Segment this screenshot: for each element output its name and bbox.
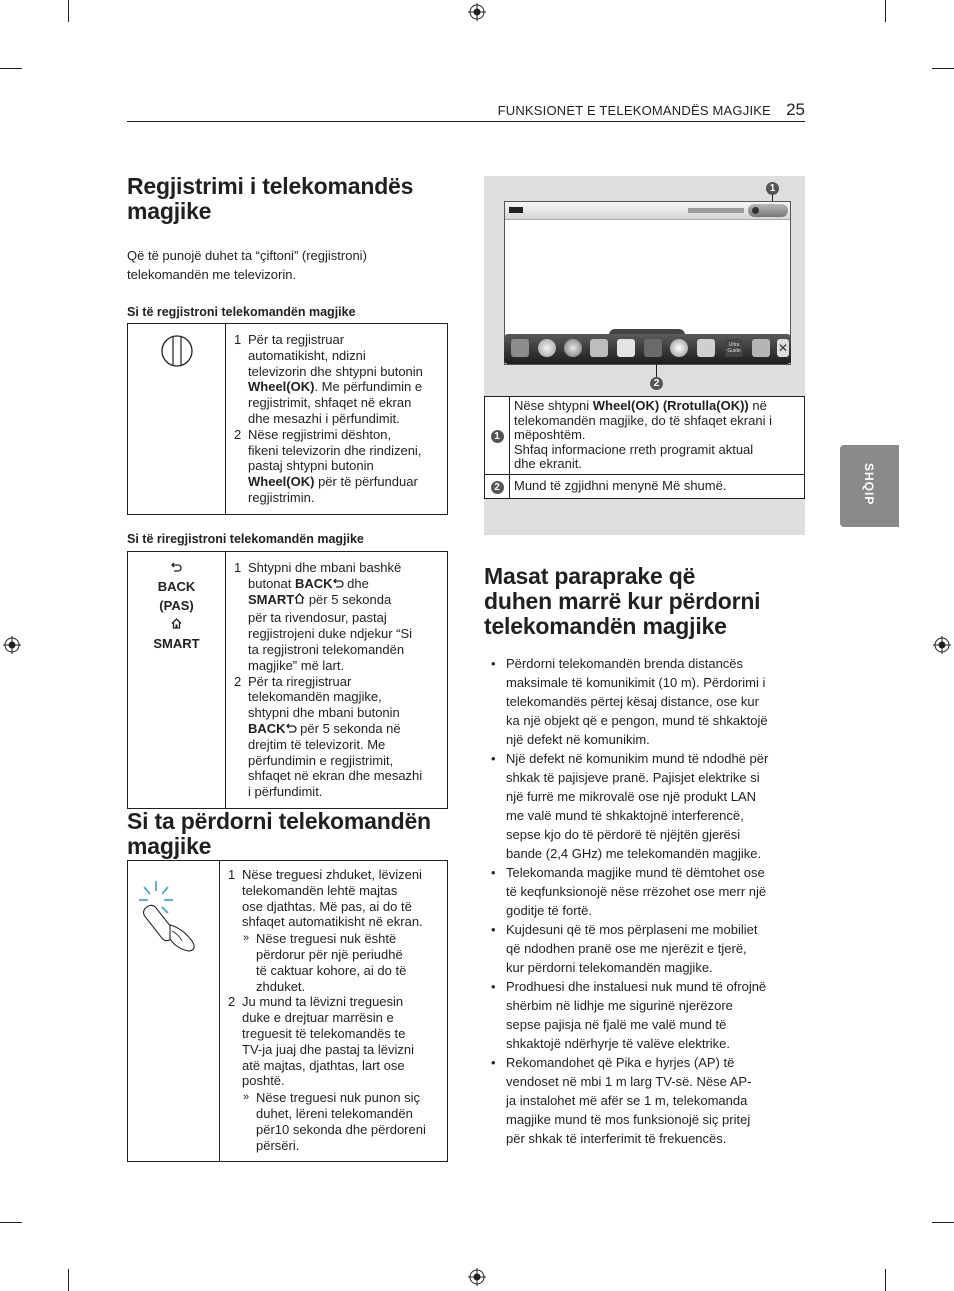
internet-app-icon[interactable] [564, 339, 582, 357]
sub-note: » Nëse treguesi nuk është përdorur për një periudhë të caktuar kohore, ai do të zhduket. [243, 931, 407, 994]
callout-leader-line [656, 364, 657, 378]
crop-mark [885, 1269, 886, 1291]
registration-mark-icon [468, 1268, 486, 1286]
back-icon [171, 562, 182, 572]
home-icon [294, 593, 305, 604]
register-table [127, 323, 448, 515]
legend-text-cell: Mund të zgjidhni menynë Më shumë. [510, 474, 805, 498]
usage-steps-cell [220, 861, 448, 1162]
back-button-label: BACK (PAS) [128, 558, 225, 615]
info-bar [505, 202, 790, 220]
callout-2-badge: 2 [650, 377, 663, 390]
sub-note: » Nëse treguesi nuk punon siç duhet, lëreni telekomandën për10 sekonda dhe përdoreni përsëri. [243, 1090, 426, 1153]
crop-mark [0, 68, 22, 69]
channel-indicator [509, 207, 523, 213]
info-toggle-button[interactable] [748, 204, 788, 217]
wheel-icon-cell [128, 324, 226, 515]
precautions-list [489, 654, 805, 1148]
subheading-register: Si të regjistroni telekomandën magjike [127, 305, 356, 319]
close-dock-icon[interactable]: ✕ [777, 341, 789, 355]
running-header [127, 100, 805, 122]
register-steps [226, 324, 447, 514]
intro-paragraph: Që të punojë duhet ta “çiftoni” (regjistroni) telekomandën me televizorin. [127, 248, 367, 282]
registration-mark-icon [468, 3, 486, 21]
crop-mark [932, 68, 954, 69]
smart-button-label: SMART [128, 615, 225, 653]
reregister-table [127, 551, 448, 809]
input-app-icon[interactable] [511, 339, 529, 357]
legend-number-cell: 2 [485, 474, 510, 498]
screen-legend-table [484, 396, 805, 499]
crop-mark [68, 0, 69, 22]
back-icon [333, 578, 344, 588]
progress-slider [688, 208, 744, 213]
section-title-usage: Si ta përdorni telekomandën magjike [127, 808, 431, 859]
remote-hand-icon [134, 875, 214, 955]
crop-mark [0, 1222, 22, 1223]
step-item: 2 Ju mund ta lëvizni treguesin duke e drejtuar marrësin e treguesit të telekomandës te TV-ja juaj dhe pastaj ta lëvizni atë majtas, djathtas, lart ose poshtë. » Nëse treguesi nuk punon siç duhet, lëreni telekomandën për10 sekonda dhe përdoreni përsëri. [228, 994, 441, 1153]
list-item: • Prodhuesi dhe instaluesi nuk mund të ofrojnë shërbim në lidhje me sigurinë njerëzore sepse pajisja në fjalë me valë mund të shkaktojë ndërhyrje të valëve elektrike. [491, 979, 767, 1051]
crop-mark [885, 0, 886, 22]
list-item: • Përdorni telekomandën brenda distancës maksimale të komunikimit (10 m). Përdorimi i telekomandës përtej kësaj distance, ose kur ka një objekt që e pengon, mund të shkaktojë një defekt në komunikim. [491, 656, 768, 747]
page-number: 25 [786, 100, 805, 119]
header-title: FUNKSIONET E TELEKOMANDËS MAGJIKE [497, 103, 771, 118]
step-item: 1 Shtypni dhe mbani bashkë butonat BACK dhe SMART për 5 sekonda për ta rivendosur, pastaj regjistrojeni duke ndjekur “Si ta regjistroni telekomandën magjike” më lart. [234, 560, 413, 673]
list-item: • Telekomanda magjike mund të dëmtohet ose të keqfunksionojë nëse rrëzohet ose merr një goditje të fortë. [491, 865, 767, 918]
usage-steps [220, 861, 447, 1161]
subheading-reregister: Si të riregjistroni telekomandën magjike [127, 532, 364, 546]
usage-table [127, 860, 448, 1162]
step-item: 1 Nëse treguesi zhduket, lëvizeni telekomandën lehtë majtas ose djathtas. Më pas, ai do të shfaqet automatikisht në ekran. » Nëse treguesi nuk është përdorur për një periudhë të caktuar kohore, ai do të zhduket. [228, 867, 441, 994]
reregister-steps [226, 552, 447, 808]
section-title-register: Regjistrimi i telekomandës magjike [127, 173, 414, 224]
wheel-button-icon [160, 334, 194, 368]
multiview-app-icon[interactable] [697, 339, 715, 357]
back-icon [286, 723, 297, 733]
search-app-icon[interactable] [590, 339, 608, 357]
callout-1-badge: 1 [766, 182, 779, 195]
clock-app-icon[interactable] [670, 339, 688, 357]
remote-illustration-cell [128, 861, 220, 1162]
more-app-icon[interactable] [752, 339, 770, 357]
list-item: • Një defekt në komunikim mund të ndodhë për shkak të pajisjeve pranë. Pajisjet elektrike si një furrë me mikrovalë ose një produkt LAN me valë mund të shkaktojnë interferencë, sepse kjo do të përdorë të njëjtën gjerësi bande (2,4 GHz) me telekomandën magjike. [491, 751, 769, 861]
step-item: 2 Nëse regjistrimi dështon, fikeni televizorin dhe rindizeni, pastaj shtypni butonin Wheel(OK) për të përfunduar regjistrimin. [234, 426, 422, 505]
language-tab [840, 445, 899, 527]
registration-mark-icon [933, 636, 951, 654]
home-icon [171, 618, 182, 629]
step-item: 2 Për ta riregjistruar telekomandën magjike, shtypni dhe mbani butonin BACK për 5 sekonda në drejtim të televizorit. Me përfundimin e regjistrimit, shfaqet në ekran dhe mesazhi i përfundimit. [234, 673, 423, 800]
language-tab-label: SHQIP [862, 463, 876, 506]
list-item: • Kujdesuni që të mos përplaseni me mobiliet që ndodhen pranë ose me njerëzit e tjerë, kur përdorni telekomandën magjike. [491, 922, 758, 975]
step-item: 1 Për ta regjistruar automatikisht, ndizni televizorin dhe shtypni butonin Wheel(OK). Me përfundimin e regjistrimit, shfaqet në ekran dhe mesazhi i përfundimit. [234, 332, 423, 426]
ultra-guide-app-icon[interactable]: Ultra Guide [725, 339, 743, 357]
section-title-precautions: Masat paraprake që duhen marrë kur përdorni telekomandën magjike [484, 563, 761, 639]
registration-mark-icon [3, 636, 21, 654]
reregister-steps-cell [226, 552, 448, 809]
legend-number-cell: 1 [485, 397, 510, 475]
crop-mark [68, 1269, 69, 1291]
settings-app-icon[interactable] [538, 339, 556, 357]
buttons-cell [128, 552, 226, 809]
tv-guide-app-icon[interactable] [617, 339, 635, 357]
crop-mark [932, 1222, 954, 1223]
register-steps-cell [226, 324, 448, 515]
game-app-icon[interactable] [644, 339, 662, 357]
list-item: • Rekomandohet që Pika e hyrjes (AP) të vendoset në mbi 1 m larg TV-së. Nëse AP- ja instalohet më afër se 1 m, telekomanda magjike mund të mos funksionojë siç pritej për shkak të interferimit të frekuencës. [491, 1055, 752, 1146]
legend-text-cell: Nëse shtypni Wheel(OK) (Rrotulla(OK)) në telekomandën magjike, do të shfaqet ekrani i mëposhtëm. Shfaq informacione rreth programit aktual dhe ekranit. [510, 397, 805, 475]
